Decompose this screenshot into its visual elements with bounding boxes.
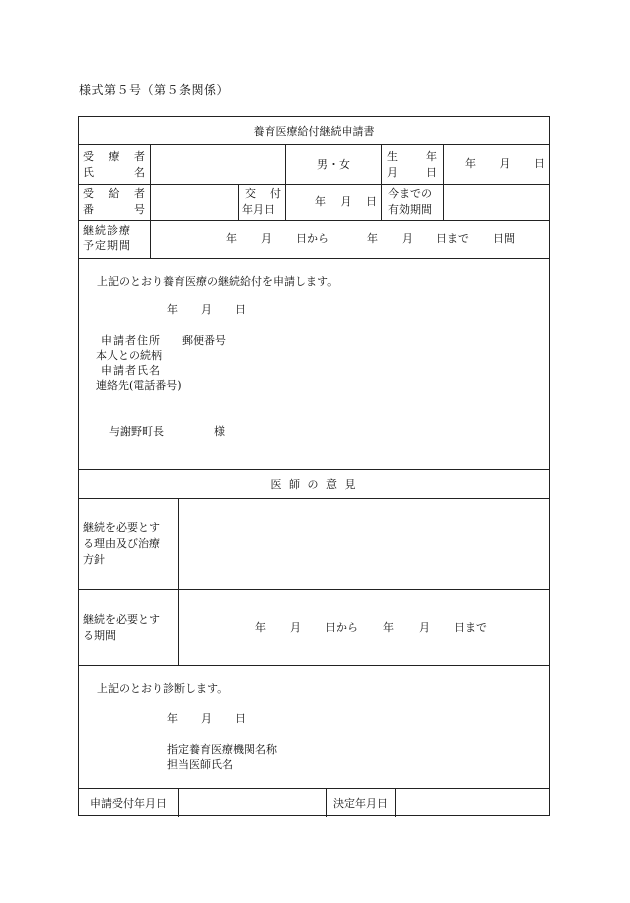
- valid-label-line1: 今までの: [388, 187, 432, 200]
- rule: [395, 788, 396, 817]
- honorific: 様: [214, 425, 225, 438]
- rule: [79, 665, 549, 666]
- form-title: 養育医療給付継続申請書: [253, 124, 375, 138]
- recipient-label-line2: 氏 名: [83, 166, 145, 179]
- form-number-label: 様式第５号（第５条関係）: [79, 83, 230, 97]
- reason-label-line1: 継続を必要とす: [83, 521, 160, 534]
- rule: [381, 144, 382, 220]
- rule: [178, 788, 179, 817]
- need-period-start-day: 日から: [325, 621, 358, 634]
- need-period-end-year: 年: [383, 621, 394, 634]
- doctor-opinion-title: 医 師 の 意 見: [270, 477, 358, 491]
- reason-label-line3: 方針: [83, 553, 105, 566]
- rule: [285, 184, 286, 220]
- diagnosis-date-day: 日: [235, 712, 246, 725]
- rule: [79, 258, 549, 259]
- issue-label-line2: 年月日: [242, 203, 275, 216]
- diagnosis-statement: 上記のとおり診断します。: [97, 682, 229, 695]
- period-start-month: 月: [261, 232, 272, 245]
- postal-code-label: 郵便番号: [182, 334, 226, 347]
- application-form: [78, 116, 550, 816]
- birth-date-field: 年 月 日: [465, 157, 545, 170]
- sex-field: 男・女: [317, 158, 350, 171]
- diagnosis-date-year: 年: [167, 712, 178, 725]
- reason-label-line2: る理由及び治療: [83, 537, 160, 550]
- recipient-label-line1: 受 療 者: [83, 150, 145, 163]
- need-period-label-line2: る期間: [83, 629, 116, 642]
- applicant-address-label: 申請者住所: [101, 334, 161, 347]
- rule: [443, 144, 444, 220]
- diagnosis-date-month: 月: [201, 712, 212, 725]
- need-period-label-line1: 継続を必要とす: [83, 613, 160, 626]
- issue-date-field: 年 月 日: [315, 195, 377, 208]
- rule: [79, 498, 549, 499]
- rule: [150, 144, 151, 258]
- period-end-year: 年: [367, 232, 378, 245]
- birth-label-line1: 生 年: [387, 150, 437, 163]
- institution-label: 指定養育医療機関名称: [167, 743, 277, 756]
- decision-date-label: 決定年月日: [333, 796, 388, 810]
- period-label-line2: 予定期間: [83, 239, 131, 252]
- need-period-start-year: 年: [255, 621, 266, 634]
- valid-label-line2: 有効期間: [388, 203, 432, 216]
- rule: [79, 589, 549, 590]
- application-date-day: 日: [235, 303, 246, 316]
- need-period-end-month: 月: [419, 621, 430, 634]
- need-period-end-day: 日まで: [454, 621, 487, 634]
- number-label-line1: 受 給 者: [83, 187, 145, 200]
- issue-label-line1: 交 付: [245, 187, 281, 200]
- period-end-day: 日まで: [436, 232, 469, 245]
- period-days: 日間: [493, 232, 515, 245]
- number-label-line2: 番 号: [83, 203, 145, 216]
- birth-label-line2: 月 日: [387, 166, 437, 179]
- period-end-month: 月: [402, 232, 413, 245]
- application-statement: 上記のとおり養育医療の継続給付を申請します。: [97, 275, 339, 288]
- received-date-label: 申請受付年月日: [90, 796, 167, 810]
- relation-label: 本人との続柄: [96, 349, 162, 362]
- application-date-month: 月: [201, 303, 212, 316]
- period-start-day: 日から: [296, 232, 329, 245]
- rule: [178, 498, 179, 665]
- doctor-name-label: 担当医師氏名: [167, 758, 233, 771]
- period-label-line1: 継続診療: [83, 224, 131, 237]
- application-date-year: 年: [167, 303, 178, 316]
- applicant-name-label: 申請者氏名: [101, 364, 161, 377]
- period-start-year: 年: [226, 232, 237, 245]
- need-period-start-month: 月: [290, 621, 301, 634]
- rule: [238, 184, 239, 220]
- addressee: 与謝野町長: [109, 425, 164, 438]
- contact-label: 連絡先(電話番号): [96, 379, 182, 392]
